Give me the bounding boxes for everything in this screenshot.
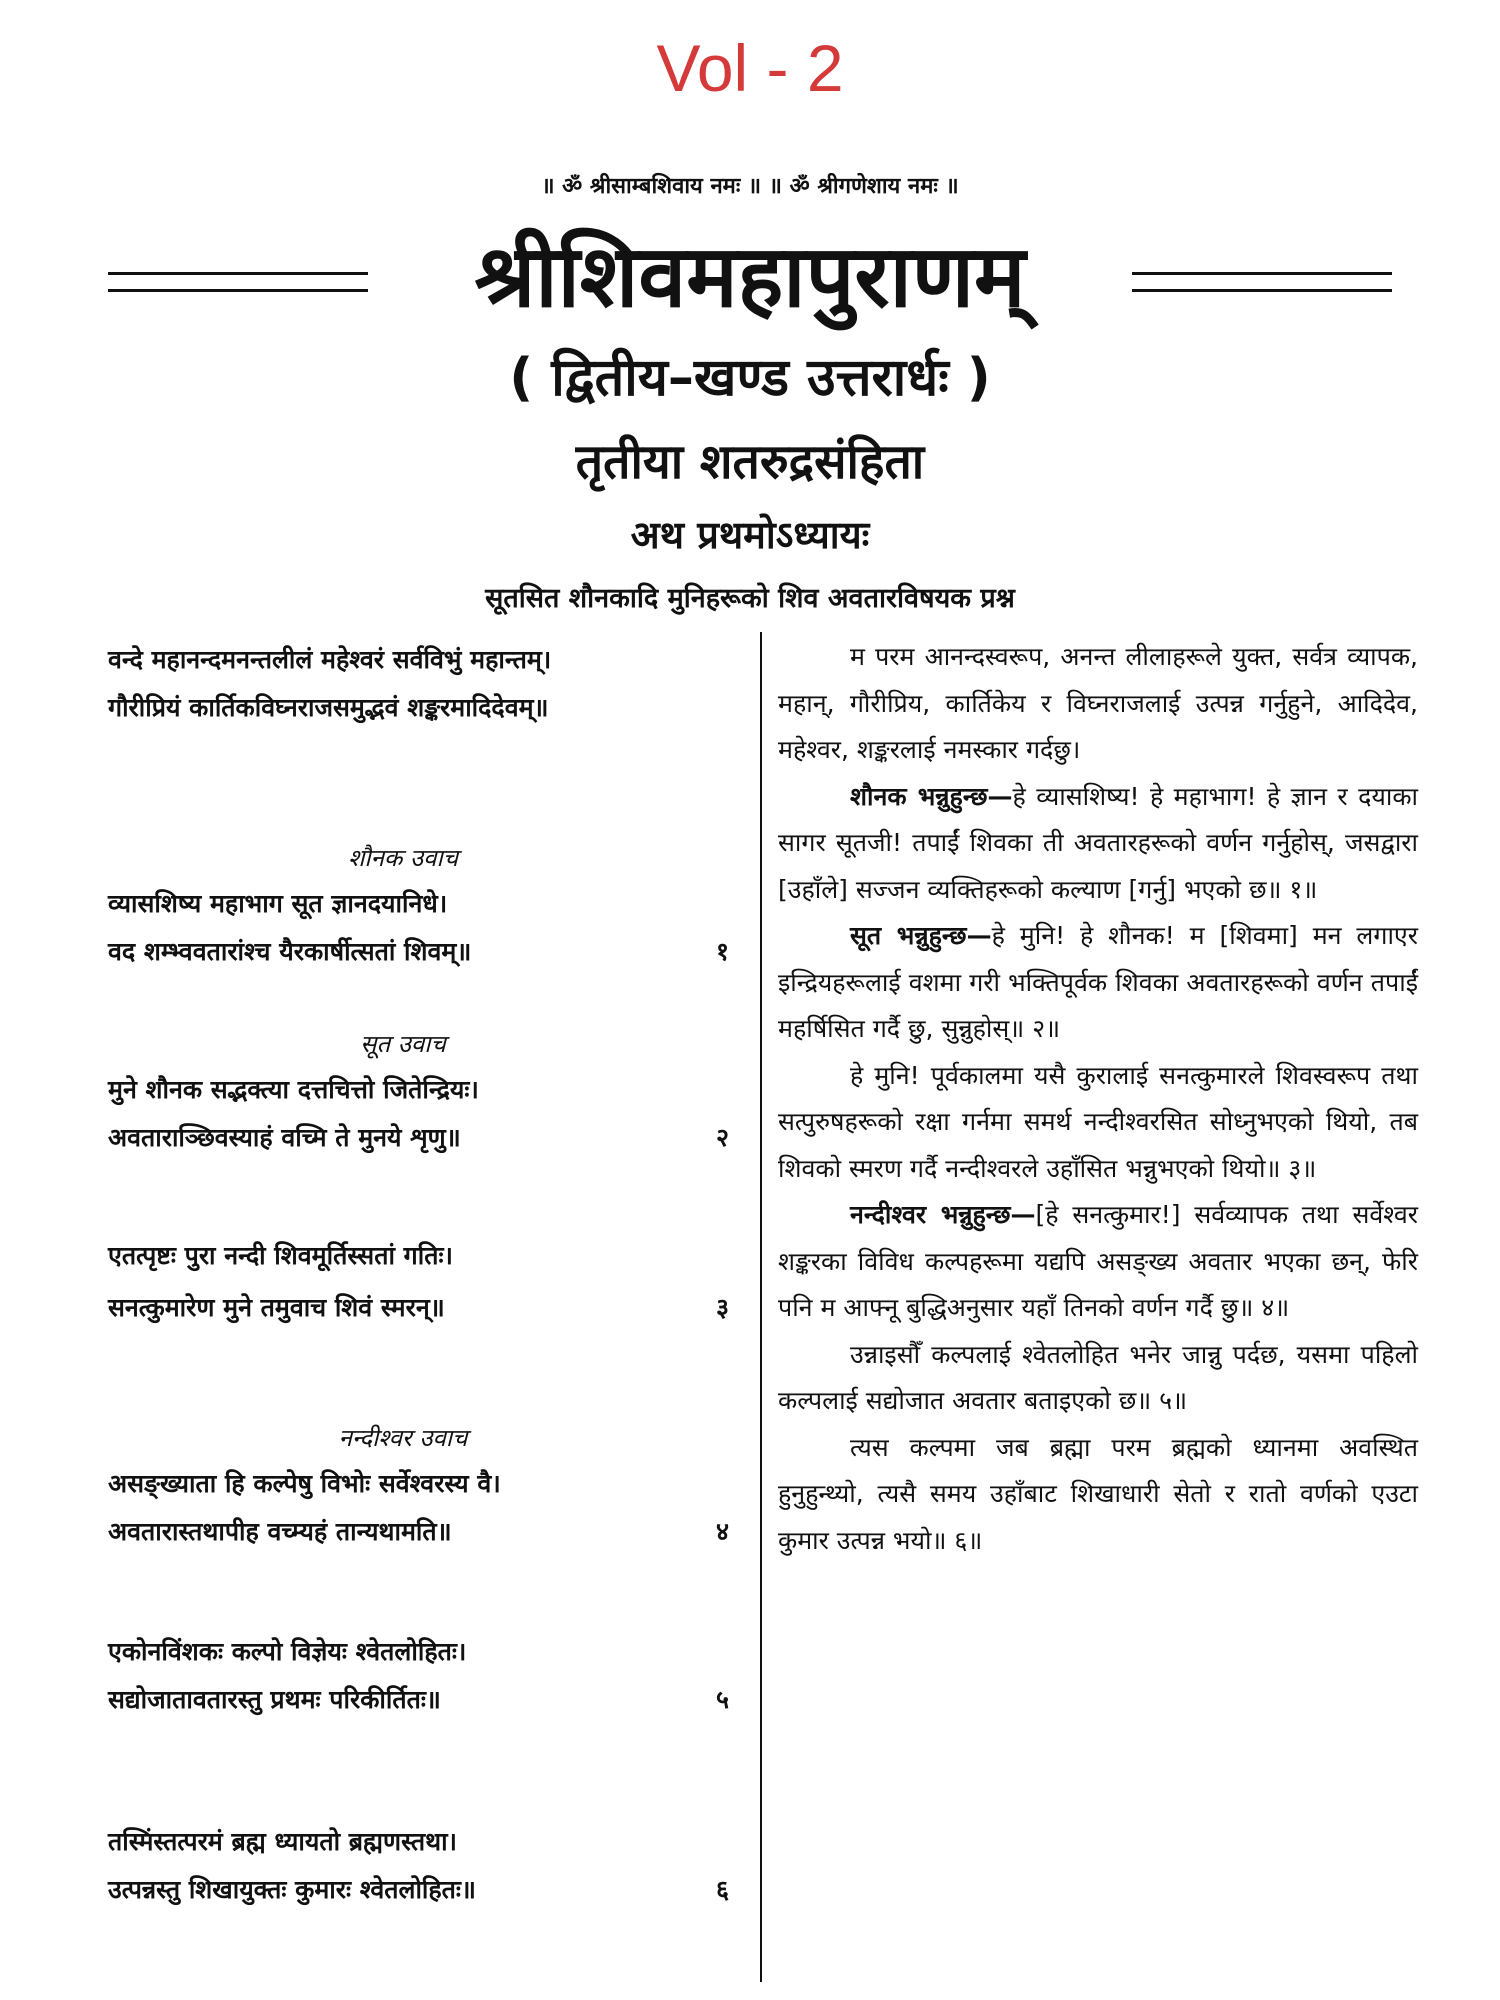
verse-line: वद शम्भ्ववतारांश्च यैरकार्षीत्सतां शिवम्॥ १ (108, 928, 738, 976)
verse-line: उत्पन्नस्तु शिखायुक्तः कुमारः श्वेतलोहितः॥ ६ (108, 1866, 738, 1914)
speaker-heading: सूत भन्नुहुन्छ— (850, 921, 992, 950)
verse-number: ६ (716, 1875, 730, 1904)
translation-paragraph: हे मुनि! पूर्वकालमा यसै कुरालाई सनत्कुमारले शिवस्वरूप तथा सत्पुरुषहरूको रक्षा गर्नमा समर्थ नन्दीश्वरसित सोध्नुभएको थियो, तब शिवको स्मरण गर्दै नन्दीश्वरले उहाँसित भन्नुभएको थियो॥ ३॥ (778, 1060, 1418, 1183)
subtitle: ( द्वितीय–खण्ड उत्तरार्धः ) (509, 348, 991, 408)
translation-paragraph: म परम आनन्दस्वरूप, अनन्त लीलाहरूले युक्त, सर्वत्र व्यापक, महान्, गौरीप्रिय, कार्तिकेय र विघ्नराजलाई उत्पन्न गर्नुहुने, आदिदेव, महेश्वर, शङ्करलाई नमस्कार गर्दछु। (778, 642, 1418, 764)
verse-line: वन्दे महानन्दमनन्तलीलं महेश्वरं सर्वविभुं महान्तम्। (108, 645, 552, 674)
verse-line: व्यासशिष्य महाभाग सूत ज्ञानदयानिधे। (108, 889, 448, 918)
verse-line: मुने शौनक सद्भक्त्या दत्तचित्तो जितेन्द्रियः। (108, 1075, 479, 1104)
verse-line: गौरीप्रियं कार्तिकविघ्नराजसमुद्भवं शङ्करमादिदेवम्॥ (108, 693, 549, 722)
samhita-heading: तृतीया शतरुद्रसंहिता (575, 434, 925, 490)
chapter-topic: सूतसित शौनकादि मुनिहरूको शिव अवतारविषयक प्रश्न (485, 583, 1015, 614)
volume-label: Vol - 2 (656, 31, 844, 105)
speaker-label: नन्दीश्वर उवाच (338, 1424, 468, 1452)
title-rule-right (1132, 272, 1392, 292)
speaker-label: शौनक उवाच (348, 844, 458, 872)
title-rule-left (108, 272, 368, 292)
verse-line: एकोनविंशकः कल्पो विज्ञेयः श्वेतलोहितः। (108, 1637, 467, 1666)
verse-line: तस्मिंस्तत्परमं ब्रह्म ध्यायतो ब्रह्मणस्तथा। (108, 1827, 458, 1856)
verse-number: ४ (716, 1517, 730, 1546)
verse-line: अवताराञ्छिवस्याहं वच्मि ते मुनये शृणु॥ २ (108, 1114, 738, 1162)
verse-number: ३ (716, 1293, 730, 1322)
translation-paragraph: सूत भन्नुहुन्छ—हे मुनि! हे शौनक! म [शिवमा] मन लगाएर इन्द्रियहरूलाई वशमा गरी भक्तिपूर्वक शिवका अवतारहरूको वर्णन तपाईं महर्षिसित गर्दै छु, सुन्नुहोस्॥ २॥ (778, 921, 1418, 1043)
translation-paragraph: शौनक भन्नुहुन्छ—हे व्यासशिष्य! हे महाभाग! हे ज्ञान र दयाका सागर सूतजी! तपाईं शिवका ती अवतारहरूको वर्णन गर्नुहोस्, जसद्वारा [उहाँले] सज्जन व्यक्तिहरूको कल्याण [गर्नु] भएको छ॥ १॥ (778, 781, 1419, 904)
page-title: श्रीशिवमहापुराणम् (474, 227, 1026, 327)
translation-column (778, 634, 1418, 1564)
verse-line: सद्योजातावतारस्तु प्रथमः परिकीर्तितः॥ ५ (108, 1676, 738, 1724)
speaker-heading: नन्दीश्वर भन्नुहुन्छ— (850, 1200, 1036, 1229)
translation-paragraph: उन्नाइसौँ कल्पलाई श्वेतलोहित भनेर जान्नु पर्दछ, यसमा पहिलो कल्पलाई सद्योजात अवतार बताइएको छ॥ ५॥ (778, 1339, 1418, 1415)
speaker-label: सूत उवाच (360, 1030, 446, 1058)
verse-line: अवतारास्तथापीह वच्म्यहं तान्यथामति॥ ४ (108, 1508, 738, 1556)
verse-line: एतत्पृष्टः पुरा नन्दी शिवमूर्तिस्सतां गतिः। (108, 1241, 453, 1270)
verse-number: ५ (716, 1685, 730, 1714)
chapter-heading: अथ प्रथमोऽध्यायः (630, 513, 870, 557)
verse-line: सनत्कुमारेण मुने तमुवाच शिवं स्मरन्॥ ३ (108, 1284, 738, 1332)
column-divider (760, 632, 762, 1982)
translation-paragraph: त्यस कल्पमा जब ब्रह्मा परम ब्रह्मको ध्यानमा अवस्थित हुनुहुन्थ्यो, त्यसै समय उहाँबाट शिखाधारी सेतो र रातो वर्णको एउटा कुमार उत्पन्न भयो॥ ६॥ (778, 1432, 1418, 1555)
verse-number: १ (716, 937, 730, 966)
verse-number: २ (716, 1123, 730, 1152)
invocation: ॥ ॐ श्रीसाम्बशिवाय नमः ॥ ॥ ॐ श्रीगणेशाय नमः ॥ (541, 174, 959, 199)
title-block (108, 222, 1392, 342)
speaker-heading: शौनक भन्नुहुन्छ— (850, 781, 1013, 811)
translation-paragraph: नन्दीश्वर भन्नुहुन्छ—[हे सनत्कुमार!] सर्वव्यापक तथा सर्वेश्वर शङ्करका विविध कल्पहरूमा यद्यपि असङ्ख्य अवतार भएका छन्, फेरि पनि म आफ्नू बुद्धिअनुसार यहाँ तिनको वर्णन गर्दै छु॥ ४॥ (778, 1200, 1418, 1322)
verse-line: असङ्ख्याता हि कल्पेषु विभोः सर्वेश्वरस्य वै। (108, 1469, 501, 1498)
